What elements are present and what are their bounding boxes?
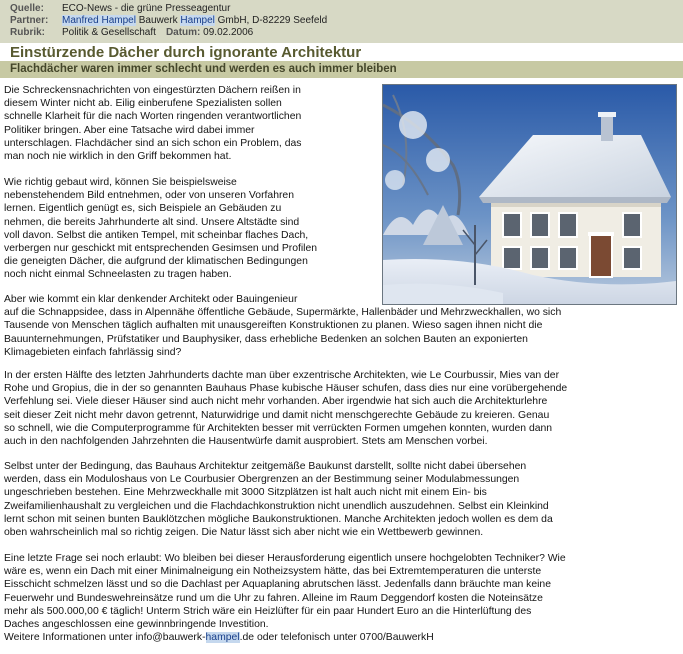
text-line: Verfehlung sei. Viele dieser Häuser sind auch nicht mehr vorhanden. Aber irgendwie hat sich auch die Architekturlehre — [4, 396, 548, 408]
paragraph-5 — [4, 460, 553, 539]
meta-rubrik-row — [10, 27, 253, 38]
partner-company-highlight: Hampel — [180, 15, 215, 26]
text-line: ungeschrieben bestehen. Eine Mehrzweckhalle mit 3000 Sitzplätzen ist halt auch nicht mit einem Ein- bis — [4, 487, 487, 499]
text-line: voll davon. Selbst die antiken Tempel, mit scheinbar flaches Dach, — [4, 229, 309, 241]
text-line: werden, dass ein Moduloshaus von Le Courbusier Obergrenzen an der Bestimmung seiner Modulabmessungen — [4, 474, 520, 486]
text-line: lernt schon mit seinen bunten Bauklötzchen mögliche Baukonstruktionen. Manche Architekten jedoch wollen es dem da — [4, 513, 553, 525]
text-line: Aber wie kommt ein klar denkender Architekt oder Bauingenieur — [4, 294, 298, 305]
partner-name-highlight: Manfred — [62, 15, 99, 26]
text-line: Eisschicht schmelzen lässt und so die Dachlast per Aquaplaning abrutschen lässt. Jedenfalls dann bräuchte man keine — [4, 579, 551, 591]
text-line: Klimagebieten einfach fahrlässig sind? — [4, 346, 182, 358]
text-line: auf die Schnappsidee, dass in Alpennähe öffentliche Gebäude, Supermärkte, Hallenbäder und Mehrzweckhallen, wo sich — [4, 307, 562, 319]
text-line: In der ersten Hälfte des letzten Jahrhunderts dachte man über exzentrische Architekten, wie Le Courbussir, Mies van der — [4, 370, 560, 381]
text-line: auch in den nachfolgenden Jahrzehnten die Hausentwürfe damit ausprobiert. Stets am Menschen vorbei. — [4, 436, 488, 448]
partner-label: Partner: — [10, 15, 49, 26]
paragraph-2 — [4, 176, 317, 282]
article-title: Einstürzende Dächer durch ignorante Architektur — [10, 44, 362, 61]
text-line: Wie richtig gebaut wird, können Sie beispielsweise — [4, 177, 237, 188]
text-line: nebenstehendem Bild entnehmen, oder von unseren Vorfahren — [4, 190, 294, 202]
contact-suffix: .de oder telefonisch unter 0700/BauwerkH — [239, 632, 434, 644]
contact-line — [4, 631, 566, 644]
snow-covered-building-photo — [382, 84, 677, 305]
paragraph-3 — [4, 293, 561, 359]
meta-partner-row — [10, 15, 327, 26]
text-line: Die Schreckensnachrichten von eingestürzten Dächern reißen in — [4, 85, 301, 96]
text-line: nehmen, die bereits Jahrhunderte alt sind. Unsere Altstädte sind — [4, 216, 300, 228]
text-line: mehr als 500.000,00 € täglich! Unterm Strich wäre ein Heizlüfter für ein paar Hundert Euro an die Hinterlüftung des — [4, 605, 532, 617]
text-line: wäre es, wenn ein Dach mit einer Minimalneigung ein Notheizsystem hätte, das bei Extremtemperaturen die unterste — [4, 566, 542, 578]
paragraph-4 — [4, 369, 567, 448]
partner-company: Bauwerk — [138, 15, 178, 26]
quelle-label: Quelle: — [10, 3, 44, 14]
text-line: Zweifamilienhaushalt zu vergleichen und die Flachdachkonstruktion nicht unendlich auszudehnen. Selbst ein Kleinkind — [4, 500, 549, 512]
paragraph-1 — [4, 84, 301, 163]
rubrik-label: Rubrik: — [10, 27, 45, 38]
text-line: die geneigten Dächer, die aufgrund der klimatischen Bedingungen — [4, 256, 308, 268]
text-line: Rohe und Gropius, die in der so genannten Bauhaus Phase kubische Häuser schufen, dass dies nur eine vorübergehende — [4, 383, 568, 395]
text-line: oben wahrscheinlich mal so richtig zeigen. Die Natur lässt sich aber nicht wie ein Wettbewerb gewinnen. — [4, 527, 484, 539]
text-line: Tausende von Menschen täglich aufhalten mit unausgereiften Konstruktionen zu planen. Wieso sagen ihnen nicht die — [4, 320, 543, 332]
text-line: seit dieser Zeit nicht mehr davon getrennt, Naturwidrige und damit nicht menschgerechte Gebäude zu kreieren. Genau — [4, 409, 550, 421]
text-line: Eine letzte Frage sei noch erlaubt: Wo bleiben bei dieser Herausforderung eigentlich unsere hochgelobten Techniker? Wie — [4, 553, 566, 564]
text-line: schnelle Klarheit für die nach Worten ringenden verantwortlichen — [4, 111, 302, 123]
rubrik-value: Politik & Gesellschaft — [62, 27, 156, 38]
text-line: Bauunternehmungen, Prüfstatiker und Bauphysiker, dass erhebliche Bedenken an solchen Bauten an exponierten — [4, 333, 528, 345]
text-line: unterschlagen. Flachdächer sind an sich schon ein Problem, das — [4, 137, 302, 149]
text-line: noch nicht einmal Schneelasten zu tragen haben. — [4, 269, 232, 281]
text-line: Selbst unter der Bedingung, das Bauhaus Architektur zeitgemäße Baukunst darstellt, sollte nicht dabei übersehen — [4, 461, 527, 472]
text-line: Feuerwehr und Bundeswehreinsätze rund um die Uhr zu fahren. Alleine im Raum Deggendorf kosten die Noteinsätze — [4, 592, 543, 604]
paragraph-6 — [4, 552, 566, 644]
text-line: man noch nie wirklich in den Griff bekommen hat. — [4, 151, 232, 163]
quelle-value: ECO-News - die grüne Presseagentur — [62, 3, 231, 14]
text-line: diesem Winter nicht ab. Eilig einberufene Spezialisten sollen — [4, 98, 282, 110]
datum-label: Datum: — [165, 27, 201, 38]
text-line: so schnell, wie die Computerprogramme für Architekten besser mit verrückten Formen umgehen konnten, wurden dann — [4, 422, 553, 434]
meta-quelle-row — [10, 3, 230, 14]
contact-prefix: Weitere Informationen unter info@bauwerk- — [4, 632, 206, 644]
article-subtitle: Flachdächer waren immer schlecht und werden es auch immer bleiben — [10, 63, 397, 75]
partner-address: GmbH, D-82229 Seefeld — [217, 15, 328, 26]
contact-highlight: hampel — [205, 632, 240, 644]
text-line: Politiker bringen. Aber eine Tatsache wird dabei immer — [4, 124, 255, 136]
text-line: verbergen nur geschickt mit entsprechenden Gesimsen und Profilen — [4, 243, 318, 255]
datum-value: 09.02.2006 — [203, 27, 254, 38]
text-line: lernen. Eigentlich genügt es, sich Beispiele an Gebäuden zu — [4, 203, 282, 215]
partner-surname-highlight: Hampel — [101, 15, 136, 26]
text-line: Daches angeschlossen eine gewinnbringende Investition. — [4, 619, 269, 631]
